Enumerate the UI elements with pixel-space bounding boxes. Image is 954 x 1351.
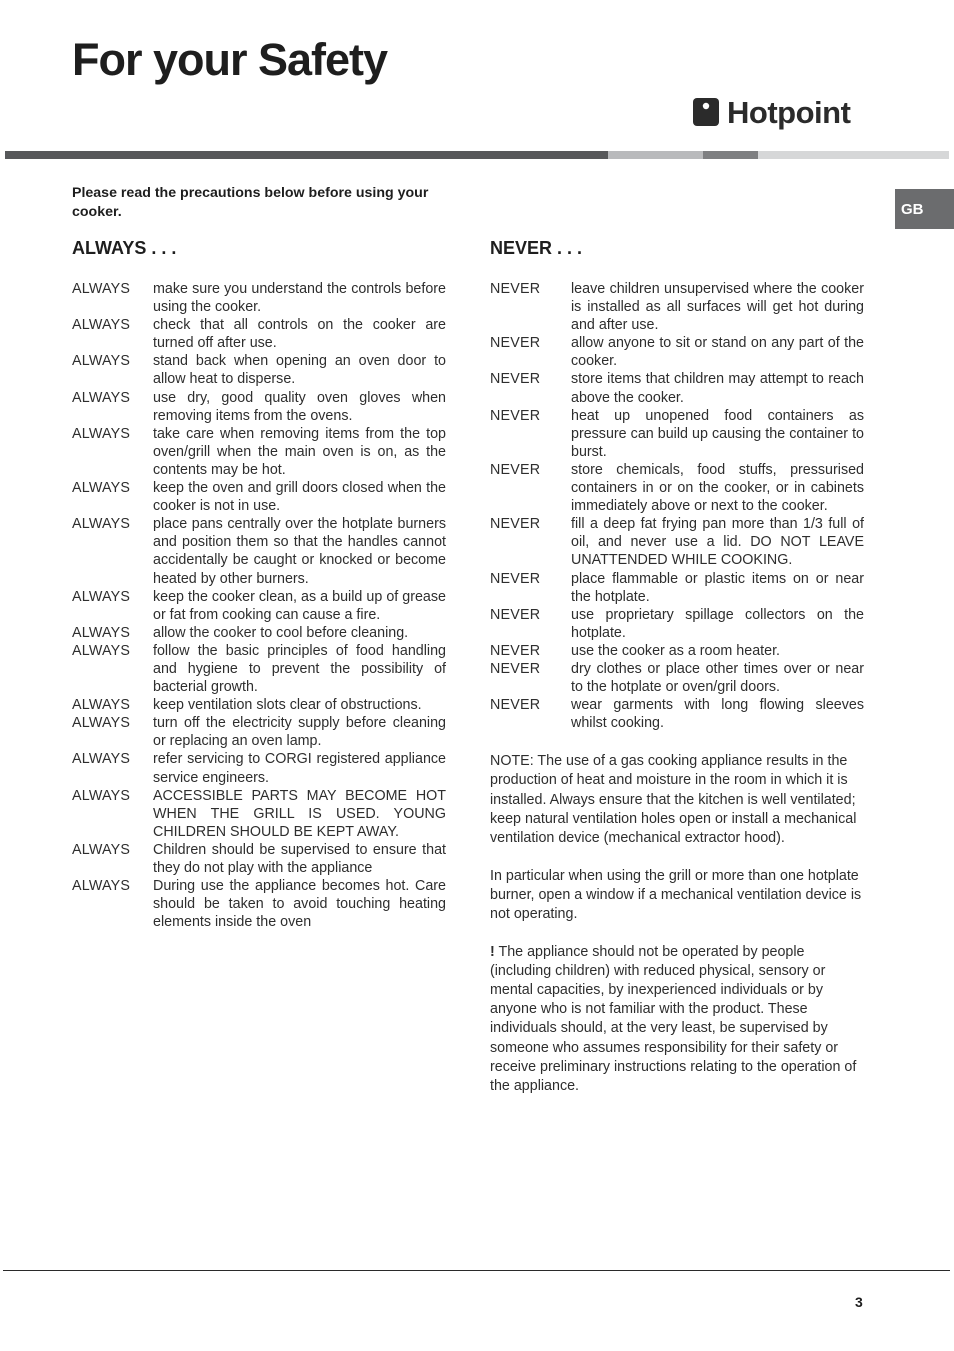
page-number: 3 — [855, 1294, 863, 1310]
always-item — [72, 624, 446, 642]
brand-logo — [693, 94, 850, 130]
warning-text: The appliance should not be operated by people (including children) with reduced physical, sensory or mental capacities, by inexperienced individuals or by anyone who is not familiar with the product. These individuals should, at the very least, be supervised by someone who assumes responsibility for their safety or receive preliminary instructions relating to the operation of the appliance. — [490, 944, 857, 1094]
never-text: store items that children may attempt to reach above the cooker. — [571, 371, 864, 406]
never-keyword: NEVER — [490, 606, 541, 623]
always-item — [72, 479, 446, 515]
warning-note — [490, 943, 864, 1096]
never-text: store chemicals, food stuffs, pressurised containers in or on the cooker, or in cabinets immediately above or next to the cooker. — [571, 461, 864, 515]
always-item — [72, 787, 446, 841]
never-list — [490, 280, 864, 1096]
always-item — [72, 280, 446, 316]
always-item — [72, 316, 446, 352]
always-keyword: ALWAYS — [72, 878, 131, 895]
never-item — [490, 334, 864, 370]
never-item — [490, 696, 864, 732]
always-keyword: ALWAYS — [72, 787, 131, 804]
always-keyword: ALWAYS — [72, 841, 131, 858]
always-item — [72, 696, 446, 714]
never-text: place flammable or plastic items on or near the hotplate. — [571, 570, 864, 605]
always-keyword: ALWAYS — [72, 480, 131, 497]
brand-name: Hotpoint — [727, 94, 851, 130]
never-text: wear garments with long flowing sleeves whilst cooking. — [571, 697, 864, 732]
always-text: During use the appliance becomes hot. Care should be taken to avoid touching heating elements inside the oven — [153, 878, 446, 931]
never-text: use the cooker as a room heater. — [571, 642, 781, 659]
always-keyword: ALWAYS — [72, 588, 131, 605]
never-keyword: NEVER — [490, 281, 541, 297]
always-text: Children should be supervised to ensure that they do not play with the appliance — [153, 841, 446, 876]
always-text: keep ventilation slots clear of obstructions. — [153, 697, 422, 714]
never-item — [490, 642, 864, 660]
never-keyword: NEVER — [490, 660, 541, 677]
warning-mark: ! — [490, 944, 495, 961]
always-item — [72, 389, 446, 425]
never-keyword: NEVER — [490, 516, 541, 533]
language-tab: GB — [895, 189, 954, 229]
always-text: ACCESSIBLE PARTS MAY BECOME HOT WHEN THE GRILL IS USED. YOUNG CHILDREN SHOULD BE KEPT AWAY. — [153, 787, 446, 840]
always-keyword: ALWAYS — [72, 697, 131, 714]
grill-note: In particular when using the grill or more than one hotplate burner, open a window if a mechanical ventilation device is not operating. — [490, 867, 862, 922]
never-keyword: NEVER — [490, 461, 541, 478]
always-item — [72, 841, 446, 877]
header-band-light — [608, 151, 703, 159]
always-text: keep the cooker clean, as a build up of grease or fat from cooking can cause a fire. — [153, 588, 446, 623]
always-keyword: ALWAYS — [72, 425, 131, 442]
never-text: allow anyone to sit or stand on any part of the cooker. — [571, 335, 864, 370]
always-heading: ALWAYS . . . — [72, 238, 177, 258]
never-heading: NEVER . . . — [490, 238, 583, 258]
never-item — [490, 515, 864, 569]
always-keyword: ALWAYS — [72, 751, 131, 768]
header-band-pale — [758, 151, 949, 159]
always-text: stand back when opening an oven door to allow heat to disperse. — [153, 353, 446, 388]
always-text: turn off the electricity supply before cleaning or replacing an oven lamp. — [153, 715, 446, 750]
always-text: take care when removing items from the top oven/grill when the main oven is on, as the contents may be hot. — [153, 425, 446, 478]
never-text: leave children unsupervised where the cooker is installed as all surfaces will get hot during and after use. — [571, 281, 864, 334]
never-text: use proprietary spillage collectors on the hotplate. — [571, 606, 864, 641]
never-keyword: NEVER — [490, 642, 541, 659]
always-keyword: ALWAYS — [72, 624, 131, 641]
never-text: dry clothes or place other times over or near to the hotplate or oven/gril doors. — [571, 660, 864, 696]
page-title: For your Safety — [72, 34, 388, 85]
hotpoint-logo-icon — [693, 98, 719, 126]
ventilation-note: NOTE: The use of a gas cooking appliance results in the production of heat and moisture in the room in which it is installed. Always ensure that the kitchen is well ventilated; keep natural ventilation holes open or install a mechanical ventilation device (mechanical extractor hood). — [490, 753, 857, 846]
always-keyword: ALWAYS — [72, 389, 131, 406]
never-keyword: NEVER — [490, 371, 541, 388]
always-item — [72, 714, 446, 750]
never-text: heat up unopened food containers as pressure can build up causing the container to burst. — [571, 407, 864, 460]
always-item — [72, 352, 446, 388]
always-list — [72, 280, 446, 931]
never-keyword: NEVER — [490, 335, 541, 352]
always-text: place pans centrally over the hotplate burners and position them so that the handles cannot accidentally be caught or knocked or become heated by other burners. — [153, 516, 446, 587]
always-keyword: ALWAYS — [72, 317, 131, 334]
always-keyword: ALWAYS — [72, 715, 131, 732]
always-text: refer servicing to CORGI registered appliance service engineers. — [153, 751, 446, 786]
always-text: use dry, good quality oven gloves when removing items from the ovens. — [153, 389, 446, 424]
always-keyword: ALWAYS — [72, 281, 131, 297]
always-text: check that all controls on the cooker are turned off after use. — [153, 317, 446, 352]
never-keyword: NEVER — [490, 570, 541, 587]
always-item — [72, 750, 446, 786]
always-item — [72, 425, 446, 479]
always-text: keep the oven and grill doors closed when the cooker is not in use. — [153, 480, 446, 515]
always-text: allow the cooker to cool before cleaning. — [153, 624, 409, 641]
always-keyword: ALWAYS — [72, 353, 131, 370]
header-band-mid — [703, 151, 758, 159]
never-text: fill a deep fat frying pan more than 1/3 full of oil, and never use a lid. DO NOT LEAVE UNATTENDED WHILE COOKING. — [571, 516, 864, 569]
always-keyword: ALWAYS — [72, 642, 131, 659]
always-text: follow the basic principles of food handling and hygiene to prevent the possibility of bacterial growth. — [153, 642, 446, 696]
always-text: make sure you understand the controls before using the cooker. — [153, 281, 446, 316]
never-item — [490, 280, 864, 334]
always-item — [72, 877, 446, 931]
never-item — [490, 570, 864, 606]
intro-text: Please read the precautions below before using your cooker. — [72, 185, 429, 220]
always-item — [72, 588, 446, 624]
header-band-dark — [5, 151, 608, 159]
never-item — [490, 606, 864, 642]
always-item — [72, 515, 446, 587]
always-item — [72, 642, 446, 696]
footer-divider — [3, 1270, 950, 1271]
never-item — [490, 370, 864, 406]
never-keyword: NEVER — [490, 407, 541, 424]
never-item — [490, 461, 864, 515]
never-item — [490, 407, 864, 461]
always-keyword: ALWAYS — [72, 516, 131, 533]
never-keyword: NEVER — [490, 697, 541, 714]
never-item — [490, 660, 864, 696]
